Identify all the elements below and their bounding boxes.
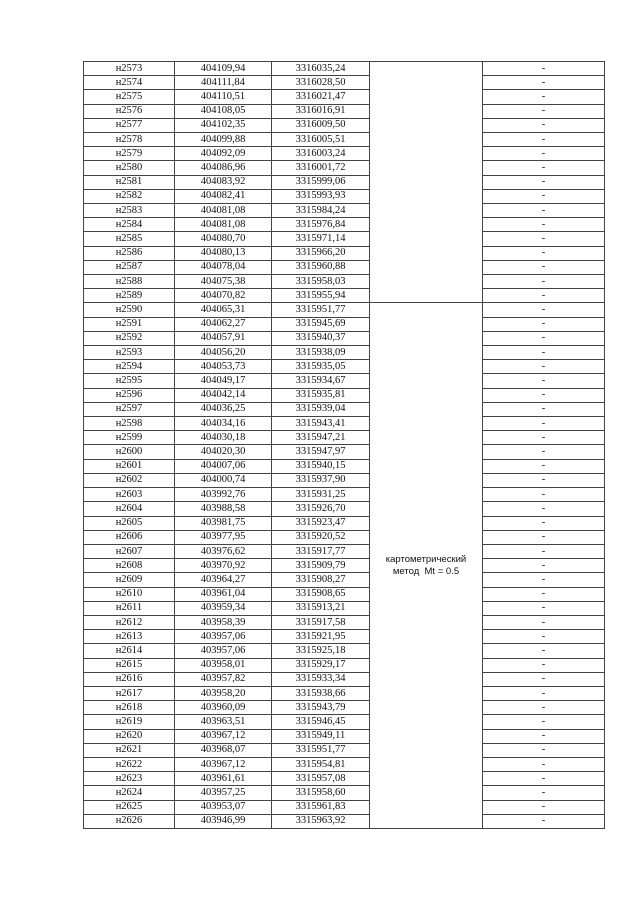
table-row [84,757,605,771]
y-coordinate-cell: 3315934,67 [272,374,370,388]
point-id-cell: н2601 [84,459,175,473]
y-coordinate-cell: 3315993,93 [272,189,370,203]
table-row [84,402,605,416]
table-row [84,445,605,459]
y-coordinate-cell: 3315938,09 [272,346,370,360]
y-coordinate-cell: 3315940,15 [272,459,370,473]
y-coordinate-cell: 3315984,24 [272,204,370,218]
note-cell: - [483,289,605,303]
point-id-cell: н2614 [84,644,175,658]
x-coordinate-cell: 404030,18 [175,431,272,445]
note-cell: - [483,246,605,260]
y-coordinate-cell: 3315917,58 [272,615,370,629]
x-coordinate-cell: 404020,30 [175,445,272,459]
x-coordinate-cell: 403976,62 [175,544,272,558]
y-coordinate-cell: 3315966,20 [272,246,370,260]
note-cell: - [483,175,605,189]
x-coordinate-cell: 403946,99 [175,814,272,828]
point-id-cell: н2585 [84,232,175,246]
note-cell: - [483,786,605,800]
note-cell: - [483,459,605,473]
y-coordinate-cell: 3315929,17 [272,658,370,672]
point-id-cell: н2600 [84,445,175,459]
table-row [84,587,605,601]
table-row [84,672,605,686]
point-id-cell: н2597 [84,402,175,416]
x-coordinate-cell: 403960,09 [175,701,272,715]
table-row [84,374,605,388]
coordinates-table [83,61,605,829]
y-coordinate-cell: 3315926,70 [272,502,370,516]
x-coordinate-cell: 403968,07 [175,743,272,757]
x-coordinate-cell: 403964,27 [175,573,272,587]
x-coordinate-cell: 404083,92 [175,175,272,189]
x-coordinate-cell: 404081,08 [175,204,272,218]
point-id-cell: н2602 [84,473,175,487]
x-coordinate-cell: 404056,20 [175,346,272,360]
x-coordinate-cell: 403961,61 [175,772,272,786]
x-coordinate-cell: 403957,25 [175,786,272,800]
x-coordinate-cell: 404080,13 [175,246,272,260]
point-id-cell: н2583 [84,204,175,218]
note-cell: - [483,331,605,345]
table-row [84,90,605,104]
table-row [84,161,605,175]
point-id-cell: н2609 [84,573,175,587]
note-cell: - [483,743,605,757]
y-coordinate-cell: 3315955,94 [272,289,370,303]
table-row [84,630,605,644]
point-id-cell: н2590 [84,303,175,317]
table-row [84,715,605,729]
table-row [84,686,605,700]
point-id-cell: н2607 [84,544,175,558]
note-cell: - [483,516,605,530]
point-id-cell: н2605 [84,516,175,530]
y-coordinate-cell: 3315937,90 [272,473,370,487]
x-coordinate-cell: 404111,84 [175,76,272,90]
point-id-cell: н2617 [84,686,175,700]
point-id-cell: н2619 [84,715,175,729]
y-coordinate-cell: 3315951,77 [272,303,370,317]
table-row [84,275,605,289]
point-id-cell: н2624 [84,786,175,800]
point-id-cell: н2578 [84,133,175,147]
x-coordinate-cell: 404049,17 [175,374,272,388]
y-coordinate-cell: 3315940,37 [272,331,370,345]
note-cell: - [483,800,605,814]
x-coordinate-cell: 404034,16 [175,417,272,431]
x-coordinate-cell: 404062,27 [175,317,272,331]
x-coordinate-cell: 404000,74 [175,473,272,487]
y-coordinate-cell: 3315963,92 [272,814,370,828]
note-cell: - [483,317,605,331]
point-id-cell: н2623 [84,772,175,786]
note-cell: - [483,502,605,516]
y-coordinate-cell: 3315958,60 [272,786,370,800]
table-row [84,417,605,431]
note-cell: - [483,573,605,587]
note-cell: - [483,615,605,629]
table-row [84,133,605,147]
table-row [84,601,605,615]
note-cell: - [483,275,605,289]
x-coordinate-cell: 404080,70 [175,232,272,246]
point-id-cell: н2582 [84,189,175,203]
note-cell: - [483,757,605,771]
table-row [84,743,605,757]
note-cell: - [483,118,605,132]
note-cell: - [483,701,605,715]
x-coordinate-cell: 404099,88 [175,133,272,147]
x-coordinate-cell: 403958,01 [175,658,272,672]
point-id-cell: н2589 [84,289,175,303]
note-cell: - [483,686,605,700]
y-coordinate-cell: 3315920,52 [272,530,370,544]
point-id-cell: н2588 [84,275,175,289]
x-coordinate-cell: 404053,73 [175,360,272,374]
table-row [84,246,605,260]
x-coordinate-cell: 404078,04 [175,260,272,274]
point-id-cell: н2584 [84,218,175,232]
note-cell: - [483,431,605,445]
table-row [84,800,605,814]
x-coordinate-cell: 403977,95 [175,530,272,544]
coordinates-sheet [83,61,601,829]
point-id-cell: н2576 [84,104,175,118]
table-row [84,118,605,132]
table-row [84,729,605,743]
y-coordinate-cell: 3316003,24 [272,147,370,161]
y-coordinate-cell: 3315921,95 [272,630,370,644]
y-coordinate-cell: 3316009,50 [272,118,370,132]
x-coordinate-cell: 403970,92 [175,559,272,573]
y-coordinate-cell: 3316035,24 [272,62,370,76]
point-id-cell: н2610 [84,587,175,601]
x-coordinate-cell: 403958,20 [175,686,272,700]
y-coordinate-cell: 3315925,18 [272,644,370,658]
note-cell: - [483,473,605,487]
point-id-cell: н2618 [84,701,175,715]
note-cell: - [483,530,605,544]
y-coordinate-cell: 3316028,50 [272,76,370,90]
point-id-cell: н2612 [84,615,175,629]
note-cell: - [483,303,605,317]
x-coordinate-cell: 404082,41 [175,189,272,203]
y-coordinate-cell: 3315908,65 [272,587,370,601]
point-id-cell: н2608 [84,559,175,573]
note-cell: - [483,729,605,743]
note-cell: - [483,445,605,459]
x-coordinate-cell: 403959,34 [175,601,272,615]
table-row [84,303,605,317]
point-id-cell: н2586 [84,246,175,260]
table-row [84,559,605,573]
point-id-cell: н2579 [84,147,175,161]
note-cell: - [483,62,605,76]
y-coordinate-cell: 3315957,08 [272,772,370,786]
point-id-cell: н2592 [84,331,175,345]
table-row [84,658,605,672]
note-cell: - [483,488,605,502]
table-row [84,814,605,828]
method-cell [370,303,483,829]
table-row [84,644,605,658]
point-id-cell: н2604 [84,502,175,516]
table-row [84,360,605,374]
note-cell: - [483,658,605,672]
point-id-cell: н2577 [84,118,175,132]
note-cell: - [483,374,605,388]
x-coordinate-cell: 404109,94 [175,62,272,76]
note-cell: - [483,544,605,558]
note-cell: - [483,587,605,601]
y-coordinate-cell: 3315958,03 [272,275,370,289]
y-coordinate-cell: 3315947,97 [272,445,370,459]
x-coordinate-cell: 404070,82 [175,289,272,303]
point-id-cell: н2625 [84,800,175,814]
note-cell: - [483,360,605,374]
point-id-cell: н2593 [84,346,175,360]
table-row [84,147,605,161]
table-row [84,62,605,76]
x-coordinate-cell: 403988,58 [175,502,272,516]
y-coordinate-cell: 3316005,51 [272,133,370,147]
table-row [84,459,605,473]
y-coordinate-cell: 3315947,21 [272,431,370,445]
y-coordinate-cell: 3315931,25 [272,488,370,502]
table-row [84,544,605,558]
x-coordinate-cell: 403957,82 [175,672,272,686]
x-coordinate-cell: 404108,05 [175,104,272,118]
table-row [84,615,605,629]
point-id-cell: н2591 [84,317,175,331]
x-coordinate-cell: 403967,12 [175,729,272,743]
y-coordinate-cell: 3315933,34 [272,672,370,686]
table-row [84,260,605,274]
table-row [84,431,605,445]
table-row [84,530,605,544]
note-cell: - [483,630,605,644]
point-id-cell: н2611 [84,601,175,615]
table-row [84,573,605,587]
x-coordinate-cell: 403957,06 [175,644,272,658]
note-cell: - [483,90,605,104]
x-coordinate-cell: 403963,51 [175,715,272,729]
y-coordinate-cell: 3315923,47 [272,516,370,530]
point-id-cell: н2606 [84,530,175,544]
point-id-cell: н2622 [84,757,175,771]
y-coordinate-cell: 3316021,47 [272,90,370,104]
x-coordinate-cell: 403992,76 [175,488,272,502]
table-row [84,104,605,118]
table-row [84,204,605,218]
point-id-cell: н2598 [84,417,175,431]
note-cell: - [483,346,605,360]
y-coordinate-cell: 3315961,83 [272,800,370,814]
y-coordinate-cell: 3315943,41 [272,417,370,431]
x-coordinate-cell: 403981,75 [175,516,272,530]
note-cell: - [483,204,605,218]
coordinates-table-body [84,62,605,829]
point-id-cell: н2580 [84,161,175,175]
y-coordinate-cell: 3315917,77 [272,544,370,558]
x-coordinate-cell: 404042,14 [175,388,272,402]
note-cell: - [483,218,605,232]
note-cell: - [483,388,605,402]
x-coordinate-cell: 404081,08 [175,218,272,232]
x-coordinate-cell: 403967,12 [175,757,272,771]
table-row [84,786,605,800]
y-coordinate-cell: 3315976,84 [272,218,370,232]
table-row [84,516,605,530]
table-row [84,701,605,715]
point-id-cell: н2581 [84,175,175,189]
y-coordinate-cell: 3316016,91 [272,104,370,118]
y-coordinate-cell: 3315908,27 [272,573,370,587]
y-coordinate-cell: 3315943,79 [272,701,370,715]
table-row [84,331,605,345]
x-coordinate-cell: 403961,04 [175,587,272,601]
y-coordinate-cell: 3315909,79 [272,559,370,573]
x-coordinate-cell: 403957,06 [175,630,272,644]
y-coordinate-cell: 3315954,81 [272,757,370,771]
table-row [84,473,605,487]
y-coordinate-cell: 3315935,81 [272,388,370,402]
point-id-cell: н2615 [84,658,175,672]
y-coordinate-cell: 3315939,04 [272,402,370,416]
y-coordinate-cell: 3315999,06 [272,175,370,189]
note-cell: - [483,814,605,828]
point-id-cell: н2599 [84,431,175,445]
x-coordinate-cell: 404102,35 [175,118,272,132]
note-cell: - [483,672,605,686]
table-row [84,317,605,331]
note-cell: - [483,189,605,203]
table-row [84,502,605,516]
x-coordinate-cell: 404057,91 [175,331,272,345]
method-accuracy: метод Mt = 0.5 [392,565,460,577]
table-row [84,175,605,189]
note-cell: - [483,161,605,175]
point-id-cell: н2613 [84,630,175,644]
note-cell: - [483,147,605,161]
point-id-cell: н2575 [84,90,175,104]
y-coordinate-cell: 3315951,77 [272,743,370,757]
x-coordinate-cell: 404007,06 [175,459,272,473]
table-row [84,76,605,90]
note-cell: - [483,104,605,118]
point-id-cell: н2626 [84,814,175,828]
x-coordinate-cell: 404110,51 [175,90,272,104]
x-coordinate-cell: 404065,31 [175,303,272,317]
note-cell: - [483,133,605,147]
table-row [84,189,605,203]
point-id-cell: н2620 [84,729,175,743]
method-cell-empty [370,62,483,303]
y-coordinate-cell: 3315913,21 [272,601,370,615]
table-row [84,218,605,232]
x-coordinate-cell: 404092,09 [175,147,272,161]
x-coordinate-cell: 404075,38 [175,275,272,289]
note-cell: - [483,601,605,615]
y-coordinate-cell: 3315935,05 [272,360,370,374]
method-name: картометрический [385,553,467,565]
point-id-cell: н2574 [84,76,175,90]
point-id-cell: н2573 [84,62,175,76]
y-coordinate-cell: 3316001,72 [272,161,370,175]
note-cell: - [483,644,605,658]
point-id-cell: н2587 [84,260,175,274]
y-coordinate-cell: 3315949,11 [272,729,370,743]
point-id-cell: н2596 [84,388,175,402]
note-cell: - [483,402,605,416]
table-row [84,388,605,402]
y-coordinate-cell: 3315938,66 [272,686,370,700]
point-id-cell: н2603 [84,488,175,502]
y-coordinate-cell: 3315960,88 [272,260,370,274]
point-id-cell: н2616 [84,672,175,686]
table-row [84,488,605,502]
x-coordinate-cell: 403958,39 [175,615,272,629]
note-cell: - [483,715,605,729]
point-id-cell: н2621 [84,743,175,757]
note-cell: - [483,76,605,90]
note-cell: - [483,772,605,786]
note-cell: - [483,559,605,573]
y-coordinate-cell: 3315946,45 [272,715,370,729]
x-coordinate-cell: 404086,96 [175,161,272,175]
x-coordinate-cell: 403953,07 [175,800,272,814]
table-row [84,232,605,246]
y-coordinate-cell: 3315971,14 [272,232,370,246]
table-row [84,772,605,786]
table-row [84,346,605,360]
note-cell: - [483,260,605,274]
table-row [84,289,605,303]
note-cell: - [483,417,605,431]
point-id-cell: н2594 [84,360,175,374]
point-id-cell: н2595 [84,374,175,388]
y-coordinate-cell: 3315945,69 [272,317,370,331]
x-coordinate-cell: 404036,25 [175,402,272,416]
note-cell: - [483,232,605,246]
